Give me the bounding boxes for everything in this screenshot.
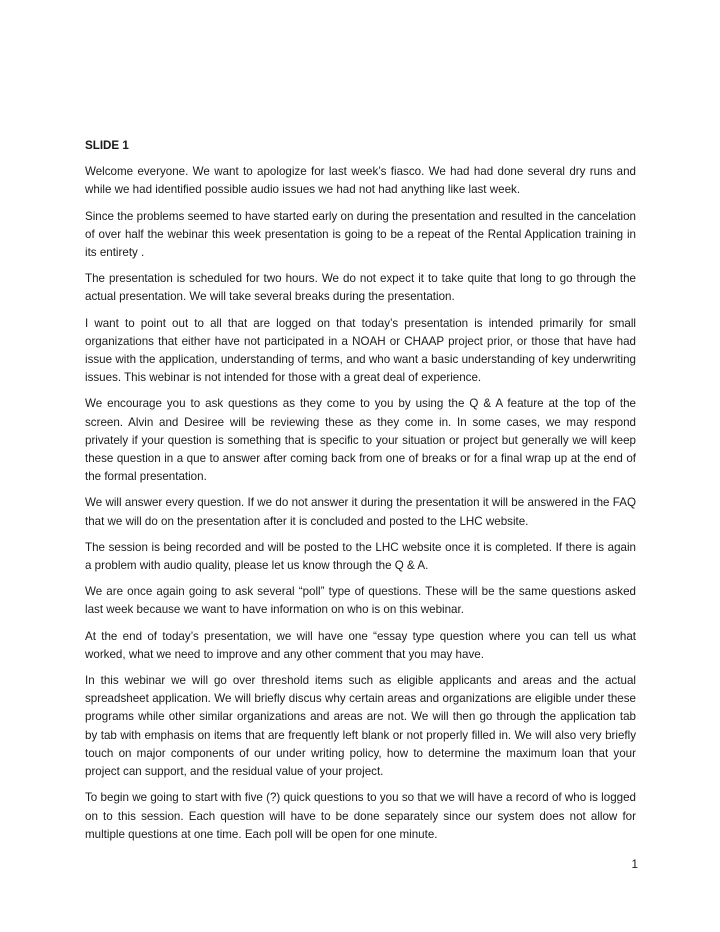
paragraph-recording: The session is being recorded and will be posted to the LHC website once it is completed. If there is again a problem with audio quality, please let us know through the Q & A. — [85, 540, 636, 573]
slide-heading: SLIDE 1 — [85, 139, 129, 152]
paragraph-audience: I want to point out to all that are logged on that today’s presentation is intended primarily for small organizations that either have not participated in a NOAH or CHAAP project prior, or those that have had issue with the application, understanding of terms, and who want a basic understanding of key underwriting issues. This webinar is not intended for those with a great deal of experience. — [85, 316, 636, 385]
paragraph-questions: We encourage you to ask questions as they come to you by using the Q & A feature at the top of the screen. Alvin and Desiree will be reviewing these as they come in. In some cases, we may respond privately if your question is something that is specific to your situation or project but generally we will keep these question in a que to answer after coming back from one of breaks or for a final wrap up at the end of the formal presentation. — [85, 397, 636, 484]
document-body — [85, 137, 636, 852]
paragraph-repeat: Since the problems seemed to have started early on during the presentation and resulted in the cancelation of over half the webinar this week presentation is going to be a repeat of the Rental Application training in its entirety . — [85, 209, 636, 260]
page-number: 1 — [631, 858, 638, 871]
paragraph-faq: We will answer every question. If we do not answer it during the presentation it will be answered in the FAQ that we will do on the presentation after it is concluded and posted to the LHC website. — [85, 496, 636, 528]
paragraph-welcome: Welcome everyone. We want to apologize for last week’s fiasco. We had had done several dry runs and while we had identified possible audio issues we had not had anything like last week. — [85, 165, 636, 197]
paragraph-essay: At the end of today’s presentation, we will have one “essay type question where you can tell us what worked, what we need to improve and any other comment that you may have. — [85, 629, 636, 661]
paragraph-overview: In this webinar we will go over threshold items such as eligible applicants and areas and the actual spreadsheet application. We will briefly discus why certain areas and organizations are eligible under these programs while other similar organizations and areas are not. We will then go through the application tab by tab with emphasis on items that are frequently left blank or not properly filled in. We will also very briefly touch on major components of our under writing policy, how to determine the maximum loan that your project can support, and the residual value of your project. — [85, 674, 636, 779]
paragraph-polls: We are once again going to ask several “poll” type of questions. These will be the same questions asked last week because we want to have information on who is on this webinar. — [85, 585, 636, 617]
paragraph-schedule: The presentation is scheduled for two hours. We do not expect it to take quite that long to go through the actual presentation. We will take several breaks during the presentation. — [85, 272, 636, 304]
paragraph-begin: To begin we going to start with five (?) quick questions to you so that we will have a record of who is logged on to this session. Each question will have to be done separately since our system does not allow for multiple questions at one time. Each poll will be open for one minute. — [85, 791, 636, 841]
